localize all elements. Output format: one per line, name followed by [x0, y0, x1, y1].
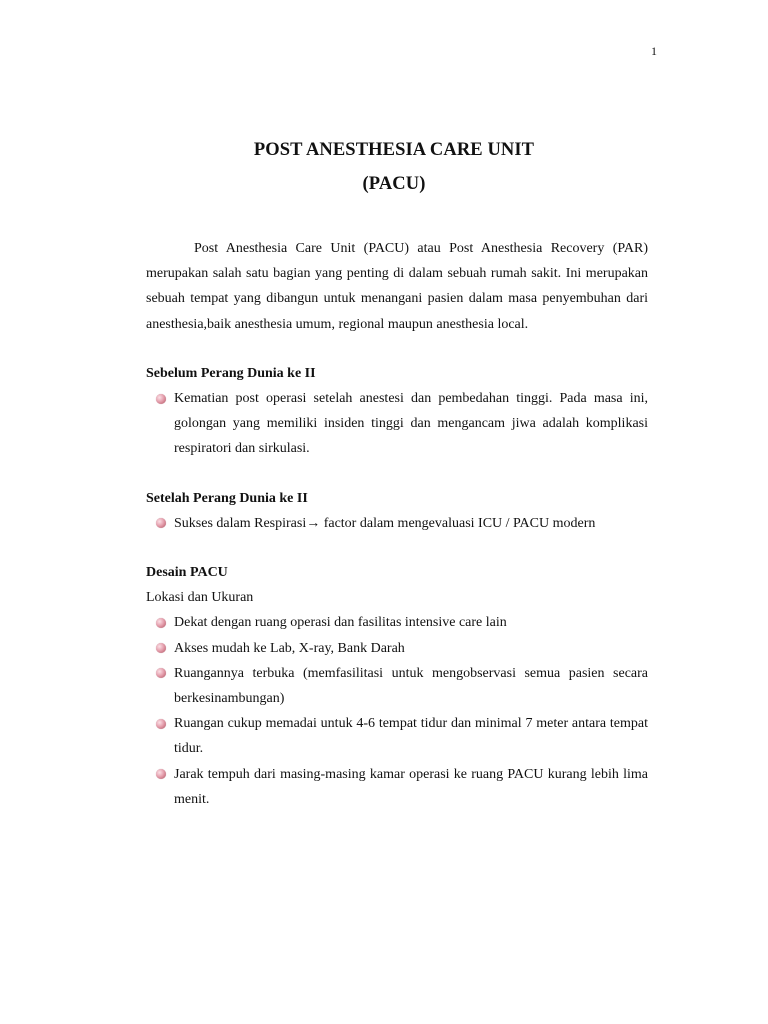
bullet-list-desain-pacu [146, 610, 648, 812]
list-item-text: Ruangannya terbuka (memfasilitasi untuk mengobservasi semua pasien secara berkesinambungan) [174, 665, 648, 707]
document-title: POST ANESTHESIA CARE UNIT [253, 140, 535, 160]
list-item [146, 610, 648, 635]
document-body [146, 236, 648, 812]
list-item-text: Ruangan cukup memadai untuk 4-6 tempat tidur dan minimal 7 meter antara tempat tidur. [174, 716, 648, 757]
list-item [146, 386, 648, 462]
list-item [146, 661, 648, 711]
list-item-text: Akses mudah ke Lab, X-ray, Bank Darah [174, 640, 405, 656]
intro-paragraph: Post Anesthesia Care Unit (PACU) atau Post Anesthesia Recovery (PAR) merupakan salah satu bagian yang penting di dalam sebuah rumah sakit. Ini merupakan sebuah tempat yang dibangun untuk menangani pasien dalam masa penyembuhan dari anesthesia,baik anesthesia umum, regional maupun anesthesia local. [146, 241, 648, 332]
subheading-lokasi-ukuran: Lokasi dan Ukuran [146, 590, 254, 606]
list-item [146, 636, 648, 661]
list-item [146, 711, 648, 761]
list-item [146, 511, 648, 536]
bullet-icon [156, 618, 166, 628]
bullet-icon [156, 643, 166, 653]
bullet-icon [156, 769, 166, 779]
list-item-text: Dekat dengan ruang operasi dan fasilitas intensive care lain [174, 615, 507, 631]
list-item-text: Sukses dalam Respirasi→ factor dalam mengevaluasi ICU / PACU modern [174, 515, 596, 531]
document-subtitle: (PACU) [362, 174, 426, 194]
bullet-icon [156, 394, 166, 404]
list-item-text: Kematian post operasi setelah anestesi dan pembedahan tinggi. Pada masa ini, golongan yang memiliki insiden tinggi dan mengancam jiwa adalah komplikasi respiratori dan sirkulasi. [174, 391, 648, 457]
list-item-text: Jarak tempuh dari masing-masing kamar operasi ke ruang PACU kurang lebih lima menit. [174, 766, 648, 807]
section-heading-desain-pacu: Desain PACU [146, 565, 228, 581]
list-item [146, 762, 648, 812]
bullet-list-before-ww2 [146, 386, 648, 462]
bullet-icon [156, 518, 166, 528]
bullet-icon [156, 719, 166, 729]
page-number: 1 [651, 44, 657, 58]
section-heading-before-ww2: Sebelum Perang Dunia ke II [146, 365, 316, 381]
bullet-list-after-ww2 [146, 511, 648, 536]
section-heading-after-ww2: Setelah Perang Dunia ke II [146, 490, 308, 506]
bullet-icon [156, 668, 166, 678]
